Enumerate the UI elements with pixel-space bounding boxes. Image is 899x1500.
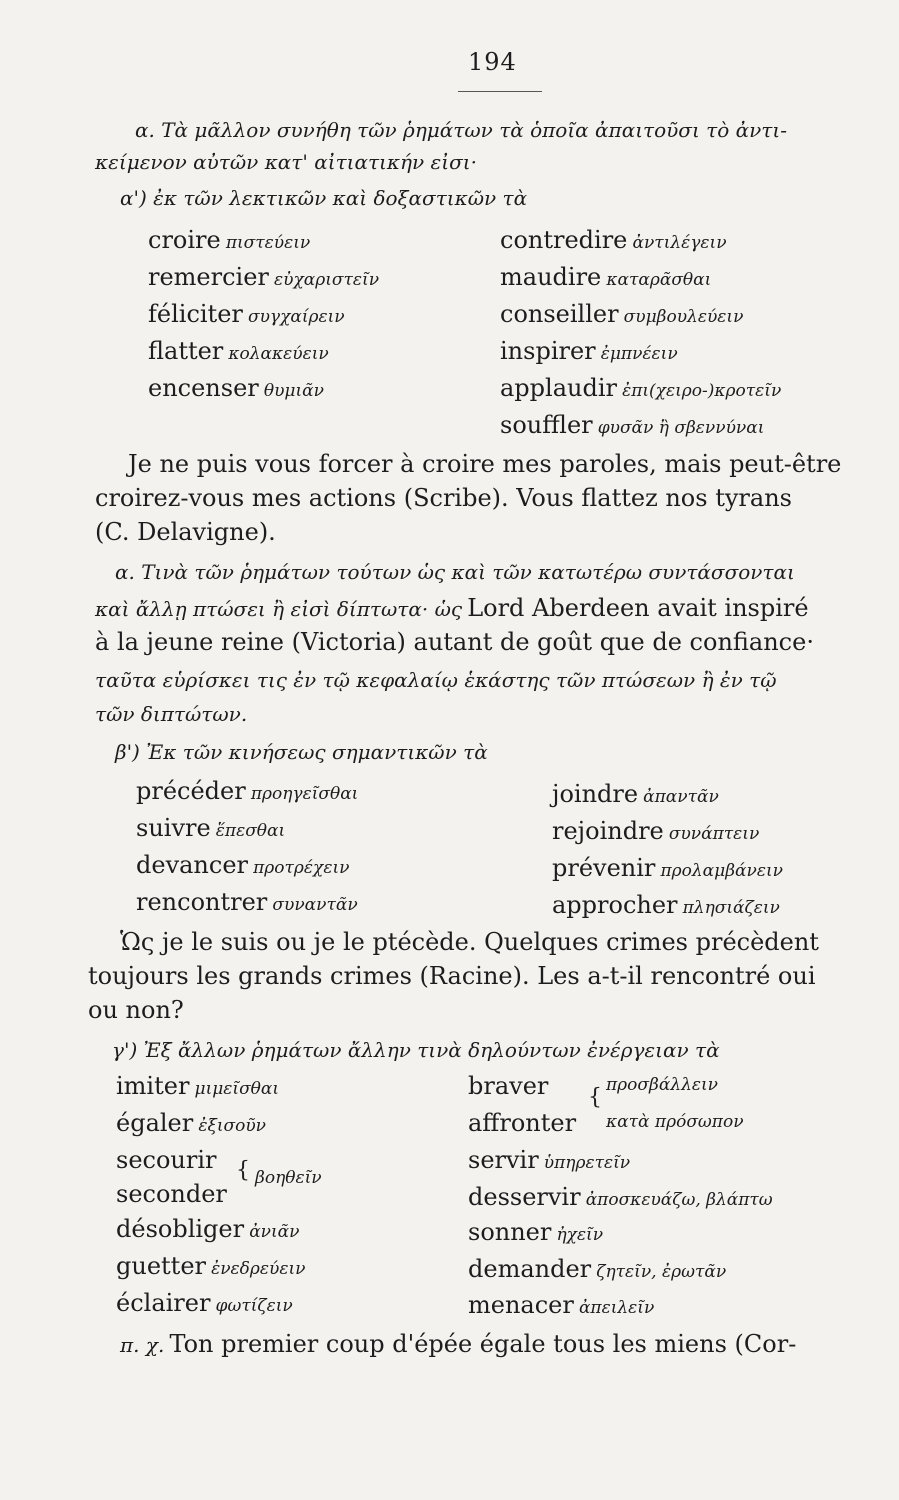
curly-brace-icon: { [588,1085,602,1110]
french-verb: affronter [468,1109,577,1137]
greek-gloss: προλαμβάνειν [660,861,783,881]
note-line: à la jeune reine (Victoria) autant de goût que de confiance· [95,628,814,656]
french-verb: joindre [552,780,639,808]
final-example-line [120,1330,796,1358]
french-verb: applaudir [500,374,617,402]
greek-gloss: ἀντιλέγειν [632,233,727,253]
greek-gloss: πλησιάζειν [682,898,780,918]
section-b-heading: β') Ἐκ τῶν κινήσεως σημαντικῶν τὰ [115,740,488,764]
verb-entry [148,300,345,328]
greek-gloss: ἀνιᾶν [249,1222,300,1242]
french-verb: souffler [500,411,593,439]
french-verb: seconder [116,1180,227,1208]
verb-entry [552,854,783,882]
french-verb: flatter [148,337,224,365]
french-verb: sonner [468,1218,552,1246]
verb-entry [500,300,743,328]
french-verb: encenser [148,374,259,402]
greek-gloss: προσβάλλειν [606,1075,718,1095]
french-verb: suivre [136,814,211,842]
greek-gloss: βοηθεῖν [255,1168,322,1188]
verb-entry [116,1109,266,1137]
curly-brace-icon: { [236,1158,250,1183]
note-french: Lord Aberdeen avait inspiré [467,594,809,622]
greek-gloss: καταρᾶσθαι [606,270,712,290]
french-verb: imiter [116,1072,190,1100]
section-c-heading: γ') Ἐξ ἄλλων ῥημάτων ἄλλην τινὰ δηλούντων ἐνέργειαν τὰ [112,1038,720,1062]
intro-line-2: κείμενον αὐτῶν κατ' αἰτιατικήν εἰσι· [95,150,477,174]
example-line: croirez-vous mes actions (Scribe). Vous flattez nos tyrans [95,484,792,512]
verb-entry [148,337,329,365]
greek-gloss: μιμεῖσθαι [194,1079,280,1099]
greek-gloss: συνάπτειν [668,824,760,844]
verb-entry [116,1072,279,1100]
verb-entry [468,1218,603,1246]
greek-gloss: συγχαίρειν [247,307,345,327]
example-line: Ὡς je le suis ou je le ptécède. Quelques crimes précèdent [120,928,819,956]
greek-gloss: προτρέχειν [253,858,350,878]
french-verb: remercier [148,263,269,291]
verb-entry [136,777,358,805]
example-text: Ton premier coup d'épée égale tous les miens (Cor- [169,1330,797,1358]
example-line: (C. Delavigne). [95,518,276,546]
verb-entry [552,780,719,808]
page-number-rule [458,91,542,92]
verb-entry [116,1215,299,1243]
verb-entry [552,817,759,845]
greek-gloss: κολακεύειν [228,344,329,364]
french-verb: braver [468,1072,549,1100]
french-verb: prévenir [552,854,656,882]
french-verb: précéder [136,777,246,805]
verb-entry [500,337,678,365]
greek-gloss: ἀπαντᾶν [643,787,719,807]
greek-gloss: ἐξισοῦν [198,1116,266,1136]
verb-entry [116,1252,305,1280]
french-verb: desservir [468,1183,581,1211]
french-verb: secourir [116,1146,217,1174]
verb-entry [148,226,310,254]
french-verb: demander [468,1255,592,1283]
greek-gloss: κατὰ πρόσωπον [606,1112,744,1132]
greek-gloss: φυσᾶν ἢ σβεννύναι [597,418,765,438]
section-a-heading: α') ἐκ τῶν λεκτικῶν καὶ δοξαστικῶν τὰ [120,186,528,210]
french-verb: conseiller [500,300,619,328]
verb-entry [136,814,285,842]
greek-gloss: πιστεύειν [225,233,311,253]
greek-gloss: συμβουλεύειν [623,307,744,327]
french-verb: rencontrer [136,888,268,916]
verb-entry [500,226,727,254]
greek-gloss: ἕπεσθαι [215,821,286,841]
verb-entry [552,891,780,919]
french-verb: rejoindre [552,817,664,845]
verb-entry [468,1146,630,1174]
french-verb: servir [468,1146,539,1174]
french-verb: éclairer [116,1289,211,1317]
verb-entry [500,411,764,439]
french-verb: désobliger [116,1215,245,1243]
note-line: α. Τινὰ τῶν ῥημάτων τούτων ὡς καὶ τῶν κατωτέρω συντάσσονται [115,560,795,584]
verb-entry [148,263,379,291]
verb-entry [468,1255,726,1283]
note-line: ταῦτα εὑρίσκει τις ἐν τῷ κεφαλαίῳ ἑκάστης τῶν πτώσεων ἢ ἐν τῷ [95,668,777,692]
verb-entry [500,374,781,402]
page-number: 194 [468,48,517,76]
greek-gloss: συναντᾶν [272,895,358,915]
verb-entry [136,888,358,916]
french-verb: égaler [116,1109,194,1137]
example-line: ou non? [88,996,184,1024]
verb-entry [148,374,324,402]
verb-entry [468,1183,773,1211]
greek-gloss: ἐπι(χειρο-)κροτεῖν [622,381,782,401]
verb-entry [116,1289,293,1317]
verb-entry [468,1291,654,1319]
note-line: τῶν διπτώτων. [95,702,248,726]
greek-gloss: ζητεῖν, ἐρωτᾶν [596,1262,727,1282]
greek-gloss: ἀπειλεῖν [578,1298,655,1318]
example-line: Je ne puis vous forcer à croire mes paroles, mais peut-être [128,450,842,478]
french-verb: féliciter [148,300,243,328]
greek-gloss: ἀποσκευάζω, βλάπτω [585,1190,773,1210]
intro-line-1: α. Τὰ μᾶλλον συνήθη τῶν ῥημάτων τὰ ὁποῖα ἀπαιτοῦσι τὸ ἀντι- [135,118,787,142]
french-verb: inspirer [500,337,596,365]
note-line [95,594,809,622]
french-verb: maudire [500,263,602,291]
greek-gloss: ἠχεῖν [556,1225,604,1245]
greek-gloss: ἐνεδρεύειν [211,1259,306,1279]
french-verb: guetter [116,1252,206,1280]
greek-gloss: εὐχαριστεῖν [274,270,380,290]
french-verb: devancer [136,851,249,879]
greek-gloss: προηγεῖσθαι [250,784,359,804]
example-line: toujours les grands crimes (Racine). Les a-t-il rencontré oui [88,962,816,990]
note-greek: καὶ ἄλλῃ πτώσει ἢ εἰσὶ δίπτωτα· ὡς [95,597,463,621]
french-verb: croire [148,226,221,254]
french-verb: contredire [500,226,628,254]
french-verb: approcher [552,891,678,919]
verb-entry [136,851,349,879]
greek-gloss: φωτίζειν [215,1296,293,1316]
greek-gloss: θυμιᾶν [263,381,324,401]
example-prefix: π. χ. [120,1333,165,1357]
greek-gloss: ὑπηρετεῖν [543,1153,631,1173]
french-verb: menacer [468,1291,574,1319]
verb-entry [500,263,711,291]
greek-gloss: ἐμπνέειν [600,344,678,364]
